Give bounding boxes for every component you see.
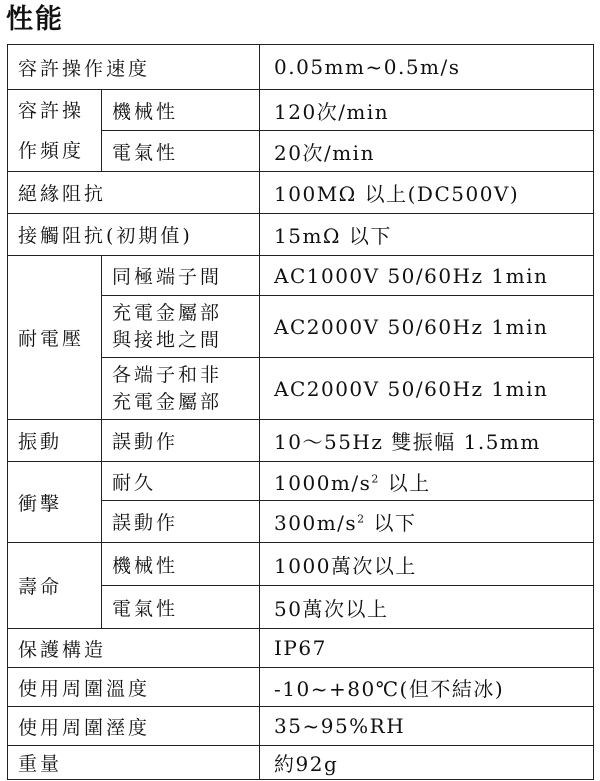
row-sublabel: 同極端子間 [102, 256, 260, 296]
row-label: 使用周圍溼度 [8, 707, 260, 746]
row-sublabel: 誤動作 [102, 501, 260, 543]
group-label-line2: 作頻度 [18, 139, 85, 162]
row-value: 35~95%RH [260, 707, 594, 746]
row-label: 絕緣阻抗 [8, 172, 260, 214]
row-value: 100MΩ 以上(DC500V) [260, 172, 594, 214]
row-value: AC2000V 50/60Hz 1min [260, 358, 594, 420]
row-sublabel: 電氣性 [102, 131, 260, 172]
spec-table [7, 44, 594, 780]
row-value: 約92g [260, 746, 594, 780]
row-shock-durability [8, 462, 594, 501]
row-value: 120次/min [260, 90, 594, 131]
row-insulation [8, 172, 594, 214]
row-operating-speed [8, 45, 594, 90]
row-group-label: 耐電壓 [8, 256, 102, 420]
row-value: 1000萬次以上 [260, 543, 594, 586]
row-label: 使用周圍溫度 [8, 668, 260, 707]
row-sublabel [102, 296, 260, 358]
sublabel-line2: 與接地之間 [112, 328, 223, 351]
row-value [260, 501, 594, 543]
row-life-mechanical [8, 543, 594, 586]
row-operating-frequency-mechanical [8, 90, 594, 131]
value-tail: 以下 [365, 511, 417, 535]
row-weight [8, 746, 594, 780]
row-value [260, 462, 594, 501]
value-number: 300m/s [274, 511, 358, 535]
value-superscript: 2 [357, 512, 366, 526]
value-tail: 以上 [379, 470, 431, 495]
row-group-label: 振動 [8, 420, 102, 462]
row-vibration [8, 420, 594, 462]
row-sublabel: 誤動作 [102, 420, 260, 462]
row-group-label: 衝擊 [8, 462, 102, 543]
row-value: 10～55Hz 雙振幅 1.5mm [260, 420, 594, 462]
sublabel-line1: 充電金屬部 [112, 301, 223, 324]
row-value: -10~+80℃(但不結冰) [260, 668, 594, 707]
row-group-label: 壽命 [8, 543, 102, 629]
sublabel-line2: 充電金屬部 [112, 390, 223, 413]
row-sublabel: 電氣性 [102, 586, 260, 629]
row-value: IP67 [260, 629, 594, 668]
row-ambient-humidity [8, 707, 594, 746]
row-group-label [8, 90, 102, 172]
row-value: 20次/min [260, 131, 594, 172]
row-sublabel: 機械性 [102, 90, 260, 131]
row-sublabel: 機械性 [102, 543, 260, 586]
page-title: 性能 [6, 4, 64, 35]
row-value: AC1000V 50/60Hz 1min [260, 256, 594, 296]
row-value: 0.05mm~0.5m/s [260, 45, 594, 90]
row-label: 容許操作速度 [8, 45, 260, 90]
row-sublabel: 耐久 [102, 462, 260, 501]
row-sublabel [102, 358, 260, 420]
row-protection [8, 629, 594, 668]
row-withstand-voltage-1 [8, 256, 594, 296]
row-contact-resistance [8, 214, 594, 256]
sublabel-line1: 各端子和非 [112, 363, 223, 386]
row-ambient-temperature [8, 668, 594, 707]
row-label: 保護構造 [8, 629, 260, 668]
row-value: 15mΩ 以下 [260, 214, 594, 256]
row-value: AC2000V 50/60Hz 1min [260, 296, 594, 358]
value-number: 1000m/s [274, 470, 372, 495]
value-superscript: 2 [371, 471, 380, 485]
row-label: 重量 [8, 746, 260, 780]
row-label: 接觸阻抗(初期值) [8, 214, 260, 256]
row-value: 50萬次以上 [260, 586, 594, 629]
group-label-line1: 容許操 [18, 99, 85, 122]
